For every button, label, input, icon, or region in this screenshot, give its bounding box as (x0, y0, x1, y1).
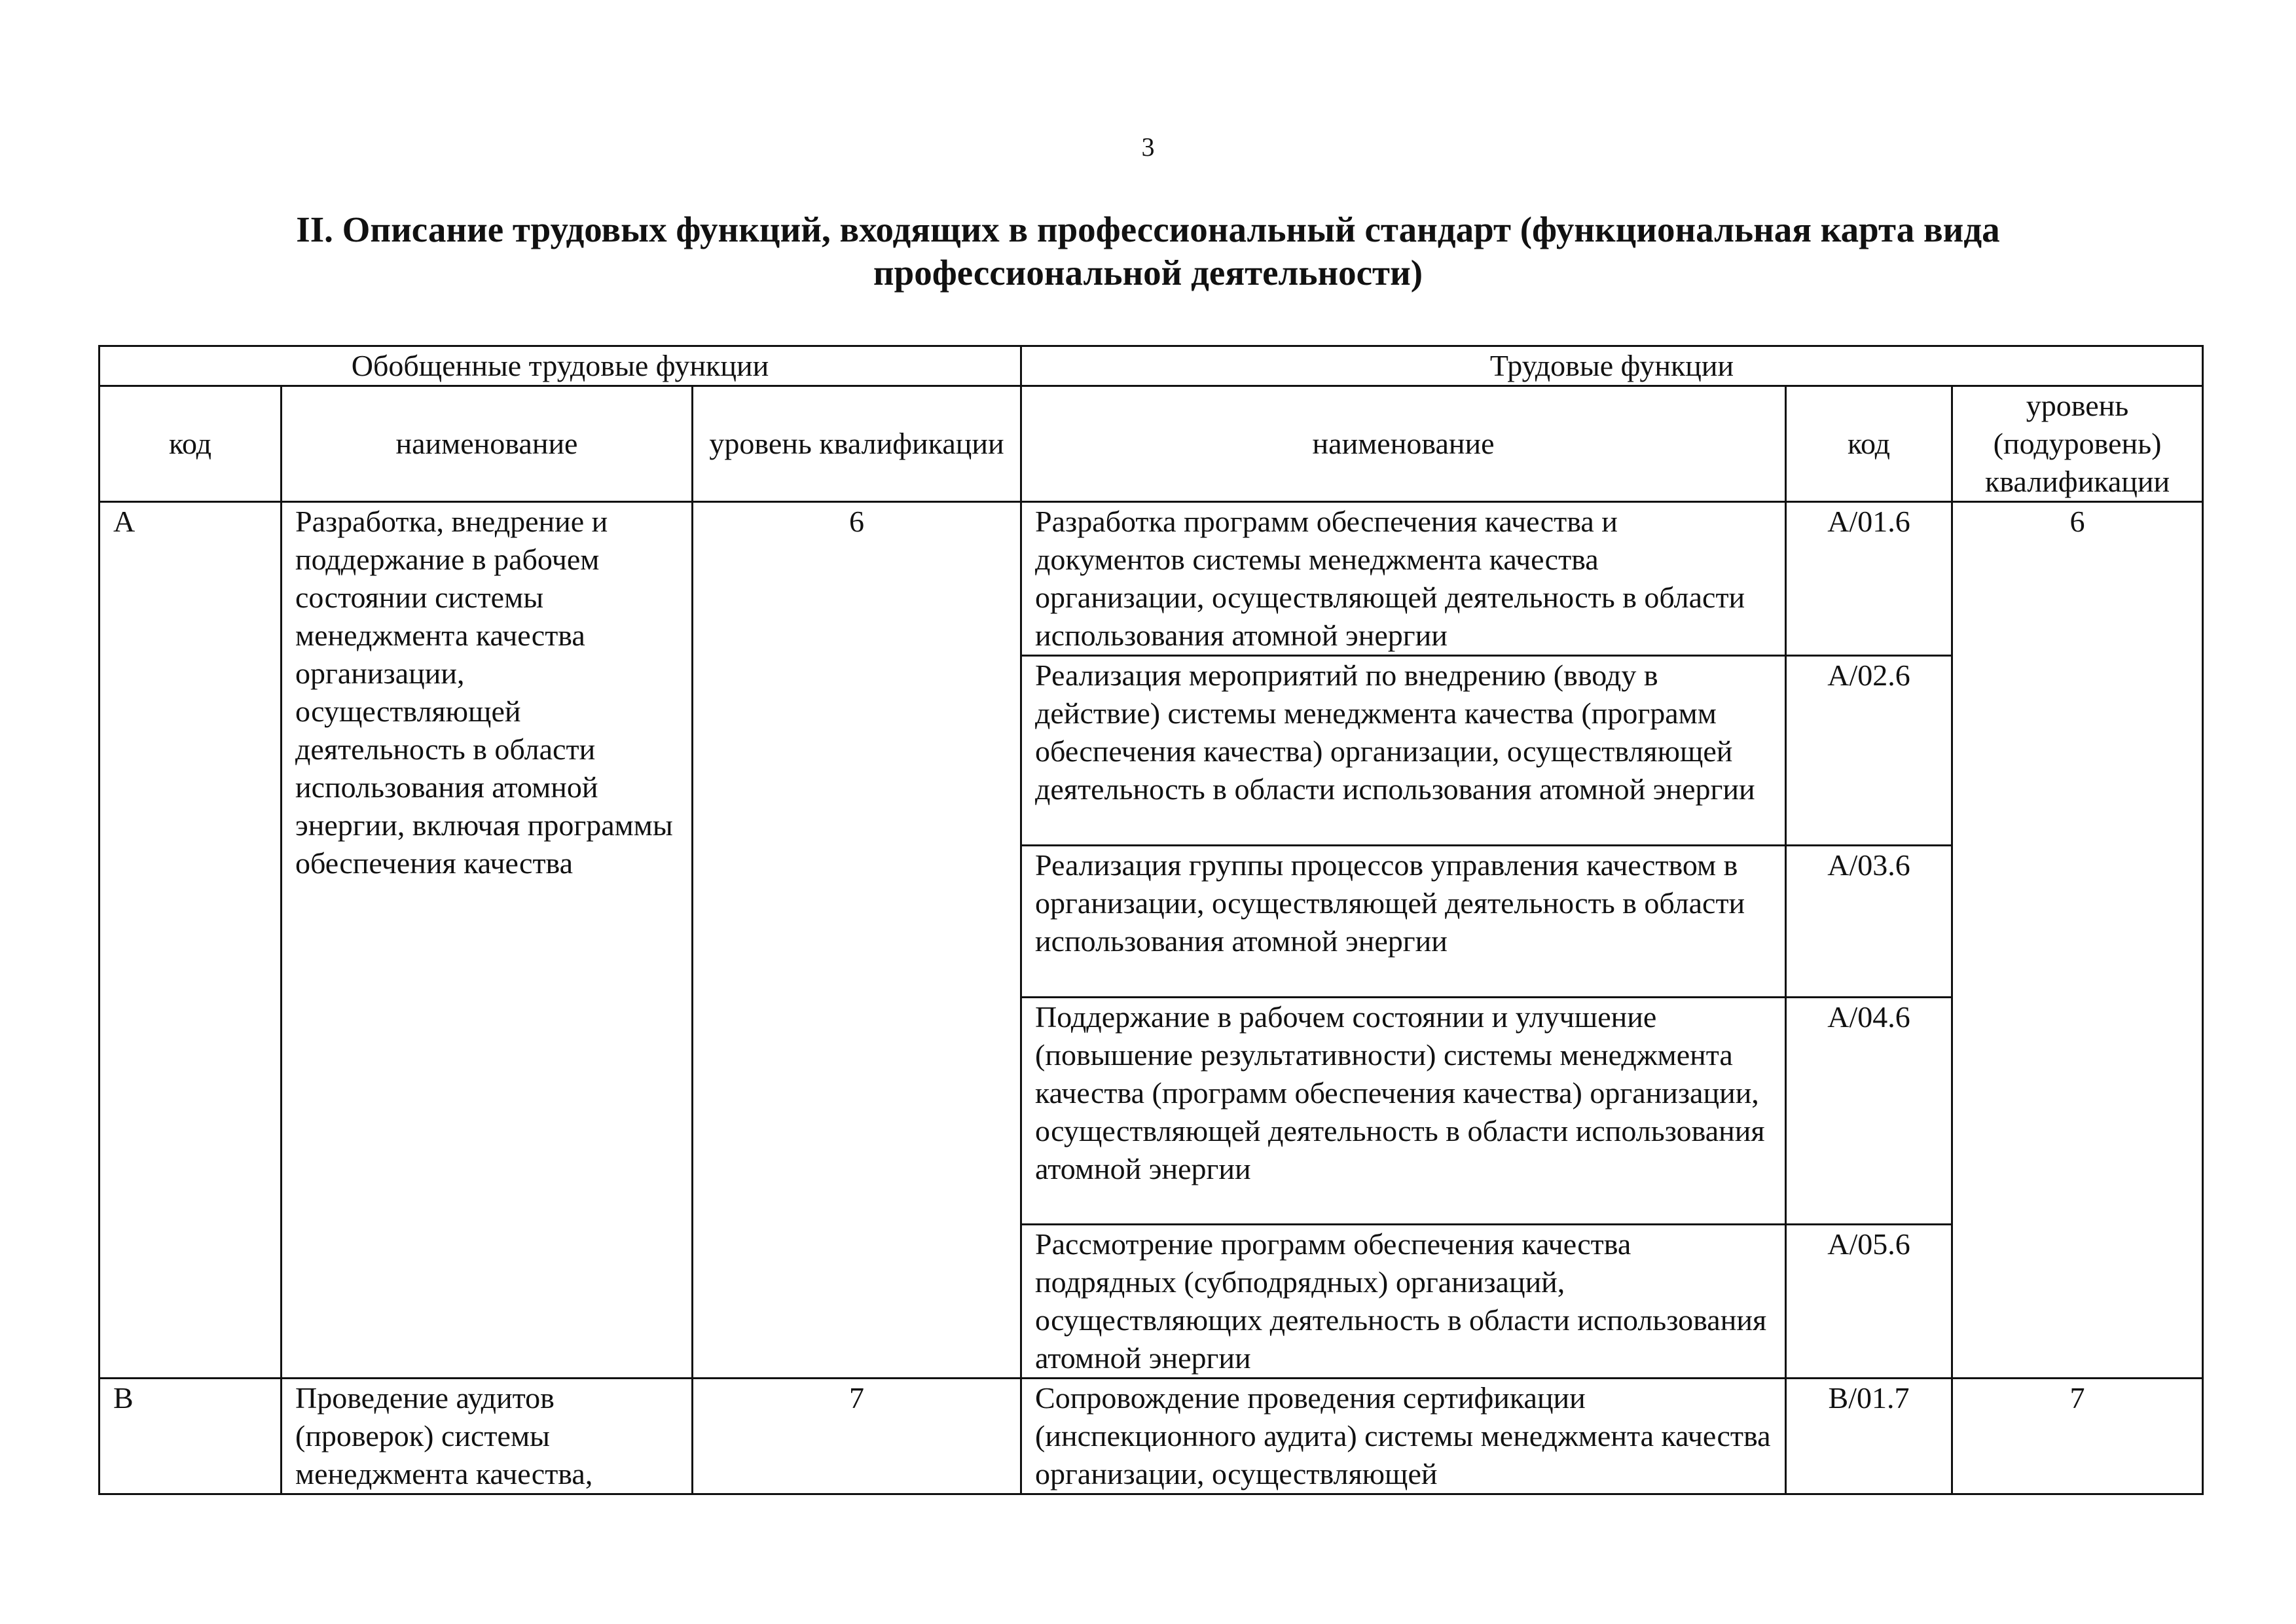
function-level: 7 (1952, 1379, 2203, 1494)
title-line-2: профессиональной деятельности) (873, 253, 1423, 293)
function-code: A/04.6 (1786, 998, 1952, 1225)
page-number: 3 (1141, 132, 1155, 162)
table-row (100, 1379, 2203, 1494)
function-code: A/05.6 (1786, 1225, 1952, 1379)
header-labor-functions: Трудовые функции (1021, 346, 2203, 386)
col-header-gen-name: наименование (282, 386, 693, 502)
col-header-fn-name: наименование (1021, 386, 1786, 502)
function-code: B/01.7 (1786, 1379, 1952, 1494)
function-name: Рассмотрение программ обеспечения качества подрядных (субподрядных) организаций, осуществляющих деятельность в области использования атомной энергии (1021, 1225, 1786, 1379)
col-header-gen-code: код (100, 386, 282, 502)
group-level: 6 (693, 502, 1021, 1379)
table-row (100, 502, 2203, 656)
col-header-gen-level: уровень квалификации (693, 386, 1021, 502)
functional-map-table (98, 345, 2204, 1495)
function-code: A/02.6 (1786, 656, 1952, 846)
function-code: A/03.6 (1786, 846, 1952, 998)
function-code: A/01.6 (1786, 502, 1952, 656)
function-name: Разработка программ обеспечения качества и документов системы менеджмента качества организации, осуществляющей деятельность в области использования атомной энергии (1021, 502, 1786, 656)
function-name: Реализация мероприятий по внедрению (вводу в действие) системы менеджмента качества (программ обеспечения качества) организации, осуществляющей деятельность в области использования атомной энергии (1021, 656, 1786, 846)
group-code: A (100, 502, 282, 1379)
col-header-fn-level: уровень (подуровень) квалификации (1952, 386, 2203, 502)
function-name: Реализация группы процессов управления качеством в организации, осуществляющей деятельность в области использования атомной энергии (1021, 846, 1786, 998)
group-level: 7 (693, 1379, 1021, 1494)
group-name: Проведение аудитов (проверок) системы менеджмента качества, (282, 1379, 693, 1494)
header-generalized-functions: Обобщенные трудовые функции (100, 346, 1021, 386)
group-code: B (100, 1379, 282, 1494)
col-header-fn-code: код (1786, 386, 1952, 502)
page-title (98, 208, 2198, 295)
function-name: Сопровождение проведения сертификации (инспекционного аудита) системы менеджмента качества организации, осуществляющей (1021, 1379, 1786, 1494)
group-name: Разработка, внедрение и поддержание в рабочем состоянии системы менеджмента качества организации, осуществляющей деятельность в области использования атомной энергии, включая программы обеспечения качества (282, 502, 693, 1379)
function-level: 6 (1952, 502, 2203, 1379)
function-name: Поддержание в рабочем состоянии и улучшение (повышение результативности) системы менеджмента качества (программ обеспечения качества) организации, осуществляющей деятельность в области использования атомной энергии (1021, 998, 1786, 1225)
title-line-1: II. Описание трудовых функций, входящих в профессиональный стандарт (функциональная карта вида (296, 209, 2000, 249)
